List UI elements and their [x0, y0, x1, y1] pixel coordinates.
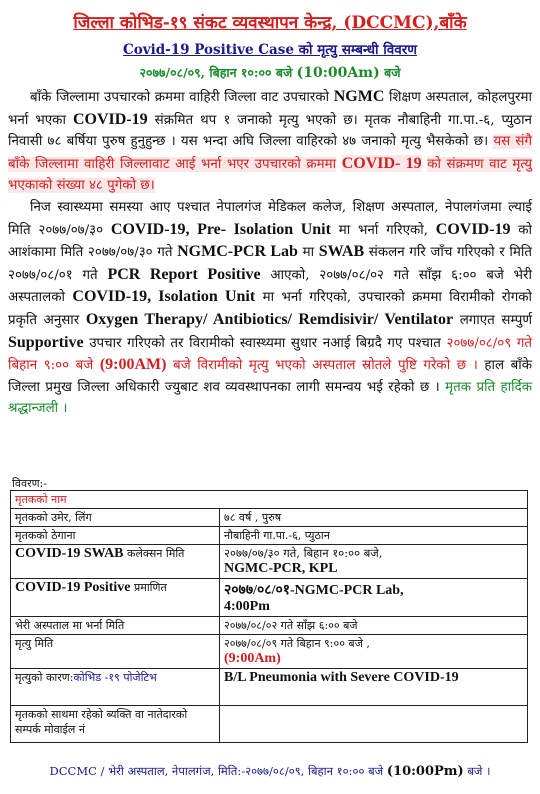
table-row [11, 579, 528, 617]
p2-text-e: को आशंकामा मिति २०७७/०७/३० गते [8, 222, 533, 261]
p2-supportive: Supportive [8, 333, 84, 351]
table-cell [220, 706, 528, 743]
p1-highlight-covid: COVID- 19 [341, 154, 422, 172]
p2-death-time: (9:00AM) [99, 356, 167, 374]
date-line [0, 64, 540, 81]
table-cell [11, 527, 220, 545]
page-subtitle: Covid-19 Positive Case को मृत्यु सम्बन्धी विवरण [123, 42, 417, 58]
table-cell [220, 527, 528, 545]
p1-text-c: शिक्षण अस्पताल, कोहलपुरमा भर्ना भएका [8, 90, 532, 128]
date-suffix: बजे [384, 65, 401, 80]
p2-text-u: हाल बाँके जिल्ला प्रमुख जिल्ला अधिकारी ज्युबाट शव व्यवस्थापनका लागी समन्वय भई रहेको छ । [8, 358, 533, 395]
table-cell [220, 635, 528, 669]
date-time: (10:00Am) [296, 65, 380, 81]
positive-label-en: COVID-19 Positive [15, 580, 131, 595]
p1-ngmc: NGMC [333, 88, 385, 105]
table-cell [11, 491, 528, 509]
p2-death-date: २०७७/०८/०९ गते बिहान ९:०० बजे [8, 335, 532, 374]
p2-text-a: निज स्वास्थ्यमा समस्या आए पश्चात नेपालगंज मेडिकल कलेज, शिक्षण अस्पताल, नेपालगंजमा ल्याई मिति २०७७/०७/३० [8, 199, 532, 238]
footer-suffix: बजे । [467, 764, 491, 778]
table-row [11, 669, 528, 706]
positive-date: २०७७/०८/०१-NGMC-PCR Lab, [224, 583, 404, 598]
p1-text-a: बाँके जिल्लामा उपचारको क्रममा वाहिरी जिल्ला वाट उपचारको [30, 90, 330, 105]
swab-date: २०७७/०७/३० गते, बिहान १०:०० बजे, [224, 546, 383, 560]
death-time-value: (9:00Am) [224, 651, 281, 666]
footer-text: DCCMC / भेरी अस्पताल, नेपालगंज, मिति:-२०७७/०८/०९, बिहान १०:०० बजे [49, 764, 384, 778]
p2-isolation-unit: COVID-19, Isolation Unit [72, 288, 256, 306]
p1-highlight-1: यस संगै बाँके जिल्लामा वाहिरी जिल्लावाट आई भर्ना भएर उपचारको क्रममा [8, 134, 532, 172]
deceased-name-label: मृतकको नाम [15, 493, 67, 506]
table-cell [11, 509, 220, 527]
table-row [11, 617, 528, 635]
admission-value: २०७७/०८/०२ गते साँझ ६:०० बजे [224, 619, 358, 632]
footer [0, 764, 540, 779]
p2-death-confirm: बजे विरामीको मृत्यु भएको अस्पताल स्रोतले पुष्टि गरेको छ । [173, 358, 478, 374]
cause-label: मृत्युको कारण: [15, 671, 74, 684]
details-label: विवरण:- [12, 477, 47, 490]
p1-highlight-3: को संक्रमण वाट मृत्यु भएकाको संख्या ४८ पुगेको छ। [8, 156, 532, 194]
p2-text-o: लगाएत सम्पुर्ण [459, 312, 533, 328]
table-cell [11, 579, 220, 617]
date-prefix: २०७७/०८/०९, बिहान १०:०० बजे [139, 65, 293, 80]
p2-text-c: मा भर्ना गरिएको, [338, 222, 428, 238]
table-cell [11, 635, 220, 669]
page-title: जिल्ला कोभिड-१९ संकट व्यवस्थापन केन्द्र, (DCCMC),बाँके [73, 13, 467, 33]
death-date-label: मृत्यु मिति [15, 637, 54, 650]
admission-label: भेरी अस्पताल मा भर्ना मिति [15, 619, 125, 632]
table-cell [220, 669, 528, 706]
p2-pcr-report: PCR Report Positive [107, 265, 261, 283]
table-row [11, 545, 528, 579]
details-table [10, 490, 528, 743]
p2-text-k: आएको, २०७७/०८/०२ गते साँझ ६:०० बजे भेरी अस्पतालको [8, 267, 532, 306]
age-gender-label: मृतकको उमेर, लिंग [15, 511, 92, 524]
p2-text-g: मा [302, 245, 315, 261]
table-cell [220, 579, 528, 617]
report-body [8, 86, 532, 420]
table-row [11, 635, 528, 669]
table-row [11, 509, 528, 527]
positive-label-np: प्रमाणित [134, 581, 167, 594]
address-label: मृतकको ठेगाना [15, 529, 76, 542]
p2-condolence: मृतक प्रति हार्दिक श्रद्धान्जली । [8, 379, 532, 417]
footer-time: (10:00Pm) [386, 764, 464, 779]
swab-lab: NGMC-PCR, KPL [224, 561, 338, 576]
table-cell [220, 509, 528, 527]
p1-text-e: संक्रमित थप १ जनाको मृत्यु भएको छ। मृतक नौबाहिनी गा.पा.-६, प्युठान निवासी ७८ बर्षिया पुरुष हुनुहुन्छ । यस भन्दा अघि जिल्ला वाहिरको ४७ जनाको मृत्यु भैसकेको छ। [8, 112, 532, 150]
paragraph-2 [8, 197, 532, 420]
p1-covid: COVID-19 [72, 110, 148, 128]
address-value: नौबाहिनी गा.पा.-६, प्युठान [224, 529, 330, 542]
death-date-value: २०७७/०८/०९ गते बिहान ९:०० बजे , [224, 637, 370, 650]
cause-label-covid: कोभिड -१९ पोजेटिभ [73, 671, 157, 684]
p2-text-i: संकलन गरि जाँच गरिएको र मिति २०७७/०८/०१ गते [8, 245, 532, 283]
swab-label-en: COVID-19 SWAB [15, 546, 124, 561]
table-cell [11, 669, 220, 706]
p2-text-q: उपचार गरिएको तर विरामीको स्वास्थ्यमा सुधार नआई बिग्रदै गए पश्चात [89, 335, 441, 351]
p2-pcr-lab: NGMC-PCR Lab [177, 243, 298, 261]
table-row [11, 706, 528, 743]
table-cell [11, 545, 220, 579]
paragraph-1 [8, 86, 532, 197]
table-cell [220, 545, 528, 579]
swab-label-np: कलेक्सन मिति [127, 547, 185, 560]
table-cell [11, 706, 220, 743]
cause-value: B/L Pneumonia with Severe COVID-19 [224, 670, 459, 685]
positive-time: 4:00Pm [224, 599, 270, 614]
p2-text-m: मा भर्ना गरिएको, उपचारको क्रममा विरामीको रोगको प्रकृति अनुसार [8, 290, 532, 328]
age-gender-value: ७८ वर्ष , पुरुष [224, 511, 282, 524]
table-cell [220, 617, 528, 635]
p2-covid: COVID-19 [435, 220, 511, 238]
p2-pre-isolation: COVID-19, Pre- Isolation Unit [110, 220, 331, 238]
p2-swab: SWAB [318, 243, 365, 261]
p2-therapy: Oxygen Therapy/ Antibiotics/ Remdisivir/ Ventilator [85, 310, 454, 328]
table-cell [11, 617, 220, 635]
table-row [11, 527, 528, 545]
table-row [11, 491, 528, 509]
contact-label: मृतकको साथमा रहेको ब्यक्ति वा नातेदारको सम्पर्क मोवाईल नं [15, 708, 188, 736]
